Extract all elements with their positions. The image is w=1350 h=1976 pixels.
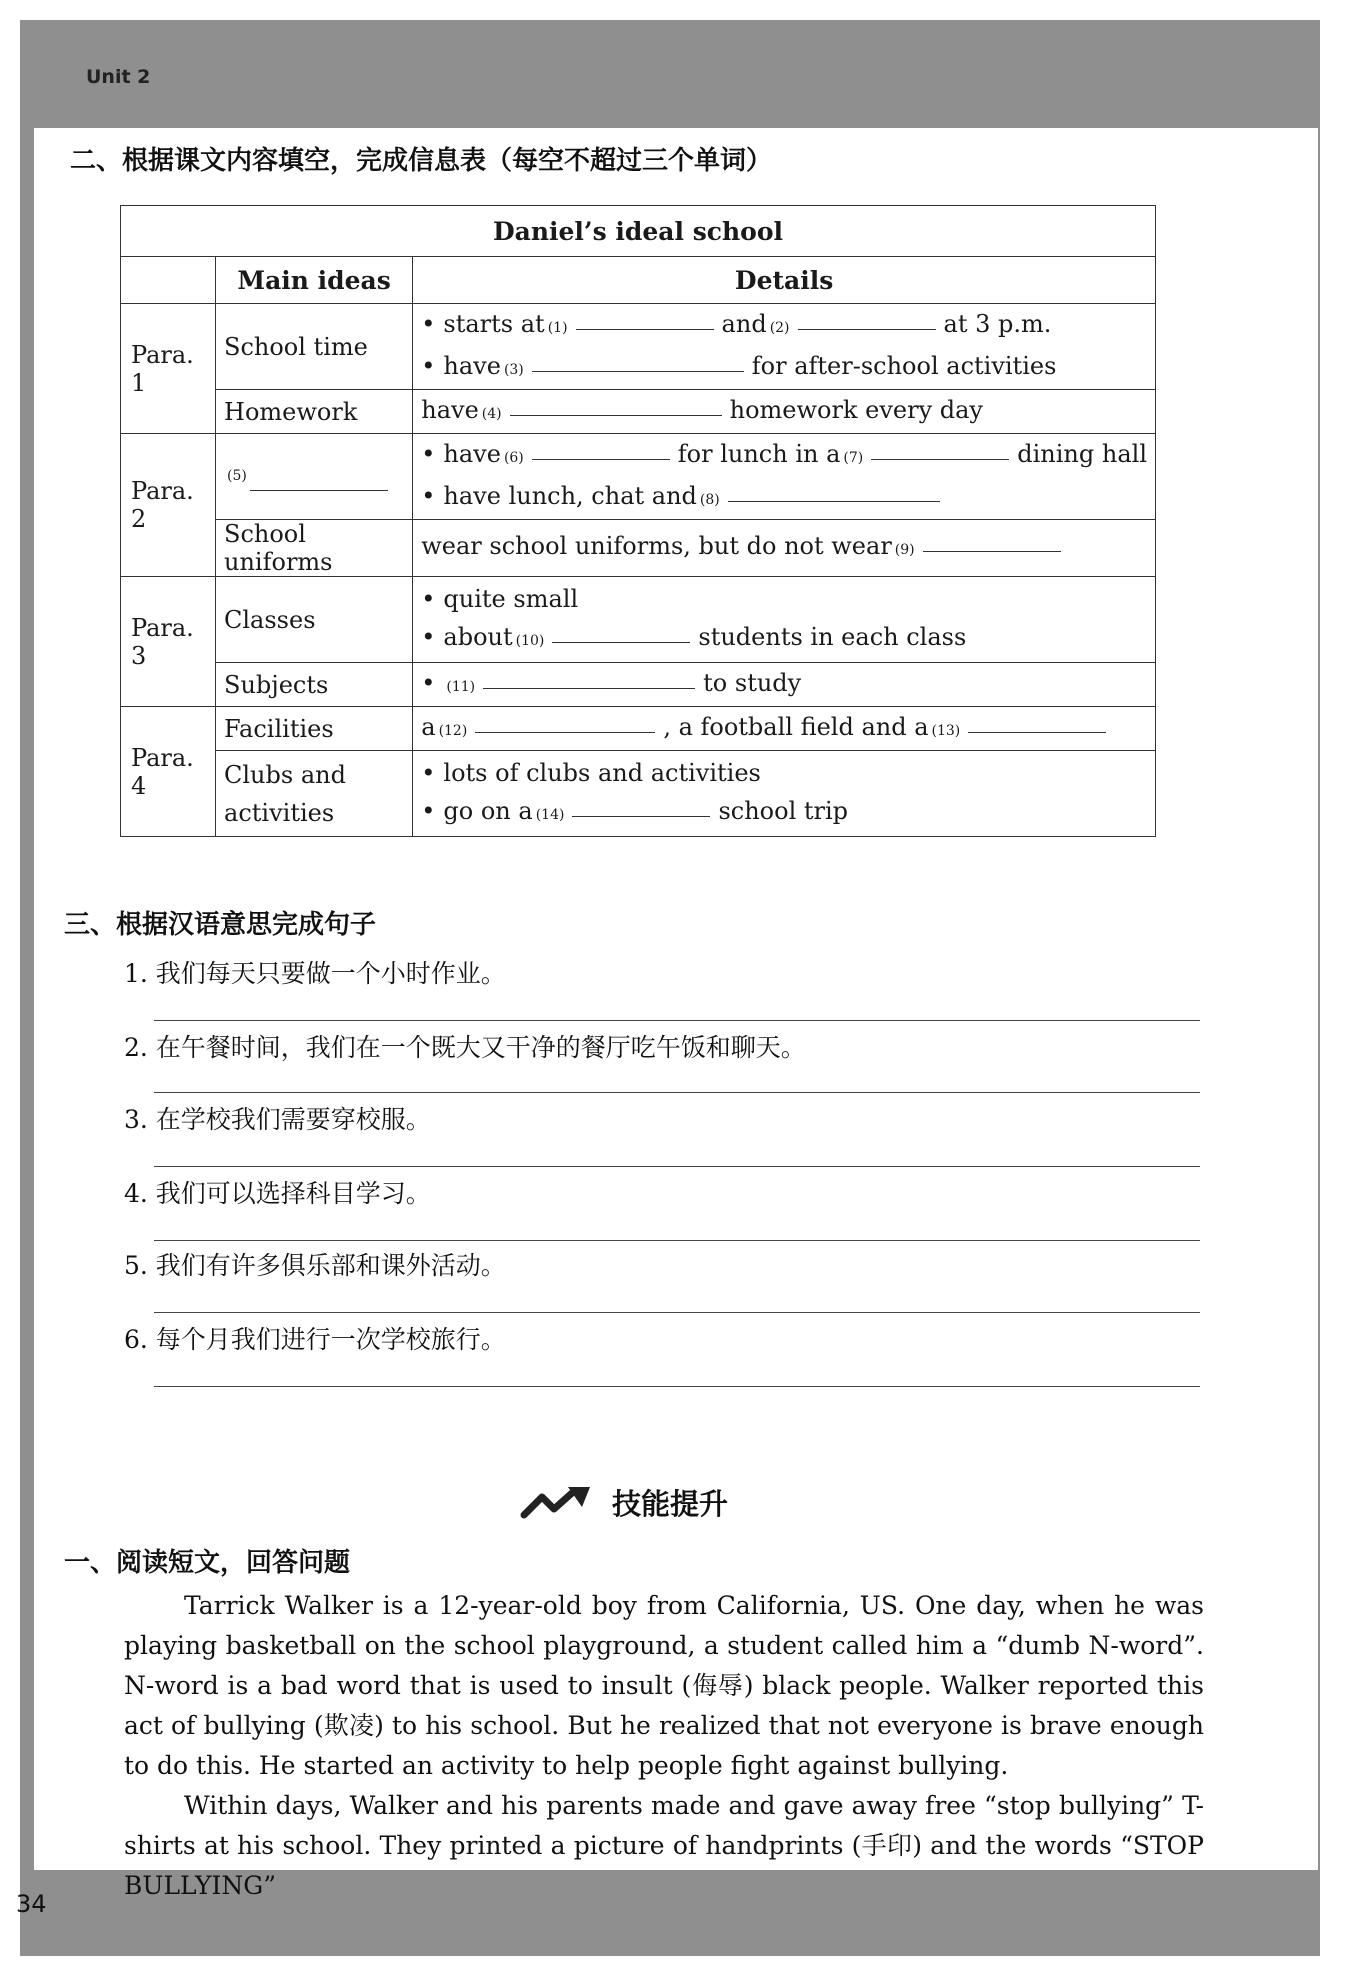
bullet: • (421, 481, 436, 510)
info-table (120, 205, 1156, 837)
table-title-row (121, 206, 1156, 257)
details-cell (413, 304, 1156, 390)
detail-text: and (721, 309, 767, 338)
table-row (121, 577, 1156, 663)
reading-passage (124, 1586, 1204, 1906)
detail-text: have (421, 395, 479, 424)
blank-number: (5) (227, 467, 247, 484)
detail-text: wear school uniforms, but do not wear (421, 532, 892, 560)
bullet: • (421, 439, 436, 468)
detail-text: starts at (443, 309, 545, 338)
blank-number: (12) (438, 722, 468, 739)
answer-blank[interactable] (871, 458, 1009, 460)
answer-blank[interactable] (552, 641, 690, 643)
detail-text: homework every day (729, 395, 983, 424)
details-cell (413, 707, 1156, 751)
detail-text: quite small (443, 584, 579, 613)
sentence-prompt-6: 6. 每个月我们进行一次学校旅行。 (124, 1325, 506, 1354)
sentence-prompt-4: 4. 我们可以选择科目学习。 (124, 1179, 431, 1208)
detail-text: activities (224, 798, 335, 827)
answer-blank[interactable] (532, 370, 744, 372)
para-label: Para. 1 (121, 304, 216, 434)
table-row (121, 390, 1156, 434)
main-idea-cell: Facilities (216, 707, 413, 751)
sentence-prompt-3: 3. 在学校我们需要穿校服。 (124, 1105, 431, 1134)
detail-text: , a football field and a (663, 712, 929, 741)
detail-text: school trip (718, 796, 849, 825)
table-row (121, 751, 1156, 837)
detail-text: for after-school activities (751, 351, 1057, 380)
detail-text: at 3 p.m. (943, 309, 1052, 338)
sentence-prompt-5: 5. 我们有许多俱乐部和课外活动。 (124, 1251, 506, 1280)
details-cell (413, 520, 1156, 577)
answer-blank[interactable] (923, 550, 1061, 552)
detail-text: have (443, 351, 501, 380)
blank-number: (14) (535, 806, 565, 823)
details-cell (413, 434, 1156, 520)
sentence-prompt-2: 2. 在午餐时间，我们在一个既大又干净的餐厅吃午饭和聊天。 (124, 1033, 806, 1062)
header-main-ideas: Main ideas (216, 257, 413, 304)
bullet: • (421, 309, 436, 338)
answer-blank[interactable] (532, 458, 670, 460)
detail-text: for lunch in a (677, 439, 841, 468)
bullet: • (421, 796, 436, 825)
answer-line-1[interactable] (154, 1020, 1200, 1021)
skills-banner (520, 1482, 728, 1523)
para-label: Para. 3 (121, 577, 216, 707)
blank-number: (2) (769, 319, 790, 336)
answer-blank[interactable] (510, 414, 722, 416)
table-title: Daniel’s ideal school (121, 206, 1156, 257)
main-idea-cell: School time (216, 304, 413, 390)
blank-number: (11) (446, 678, 476, 695)
answer-line-3[interactable] (154, 1166, 1200, 1167)
page-number: 34 (16, 1890, 47, 1918)
answer-line-6[interactable] (154, 1386, 1200, 1387)
detail-text: about (443, 622, 513, 651)
empty-header-cell (121, 257, 216, 304)
detail-text: lots of clubs and activities (443, 758, 761, 787)
blank-number: (13) (931, 722, 961, 739)
para-label: Para. 4 (121, 707, 216, 837)
table-row (121, 520, 1156, 577)
bullet: • (421, 584, 436, 613)
blank-number: (9) (894, 542, 915, 558)
skills-title: 技能提升 (612, 1487, 729, 1521)
bullet: • (421, 622, 436, 651)
answer-line-5[interactable] (154, 1312, 1200, 1313)
answer-blank[interactable] (728, 500, 940, 502)
table-row (121, 707, 1156, 751)
bullet: • (421, 668, 436, 697)
para-label: Para. 2 (121, 434, 216, 577)
details-cell (413, 577, 1156, 663)
main-idea-cell (216, 434, 413, 520)
answer-blank[interactable] (475, 731, 655, 733)
detail-text: to study (703, 668, 802, 697)
detail-text: students in each class (698, 622, 967, 651)
blank-number: (4) (481, 405, 502, 422)
blank-number: (3) (503, 361, 524, 378)
answer-blank[interactable] (250, 489, 388, 491)
details-cell (413, 751, 1156, 837)
paragraph: Within days, Walker and his parents made and gave away free “stop bullying” T-shirts at his school. They printed a picture of handprints (手印) and the words “STOP BULLYING” (124, 1791, 1204, 1900)
answer-blank[interactable] (576, 328, 714, 330)
detail-text: Clubs and (224, 760, 346, 789)
trend-up-icon (520, 1485, 598, 1521)
table-header-row (121, 257, 1156, 304)
detail-text: have lunch, chat and (443, 481, 697, 510)
main-idea-cell: Classes (216, 577, 413, 663)
section-heading-reading: 一、阅读短文，回答问题 (64, 1548, 351, 1578)
unit-label: Unit 2 (86, 66, 151, 88)
bullet: • (421, 758, 436, 787)
table-row (121, 304, 1156, 390)
header-details: Details (413, 257, 1156, 304)
blank-number: (8) (699, 491, 720, 508)
answer-blank[interactable] (968, 731, 1106, 733)
answer-blank[interactable] (572, 815, 710, 817)
detail-text: go on a (443, 796, 533, 825)
detail-text: dining hall (1017, 439, 1147, 468)
blank-number: (10) (515, 632, 545, 649)
answer-blank[interactable] (483, 687, 695, 689)
main-idea-cell (216, 751, 413, 837)
blank-number: (7) (843, 449, 864, 466)
sentence-prompt-1: 1. 我们每天只要做一个小时作业。 (124, 959, 506, 988)
answer-line-2[interactable] (154, 1092, 1200, 1093)
detail-text: have (443, 439, 501, 468)
answer-blank[interactable] (798, 328, 936, 330)
details-cell (413, 663, 1156, 707)
table-row (121, 663, 1156, 707)
blank-number: (1) (547, 319, 568, 336)
main-idea-cell: School uniforms (216, 520, 413, 577)
main-idea-cell: Subjects (216, 663, 413, 707)
details-cell (413, 390, 1156, 434)
detail-text: a (421, 712, 436, 741)
answer-line-4[interactable] (154, 1240, 1200, 1241)
section-heading-translate: 三、根据汉语意思完成句子 (64, 910, 377, 940)
paragraph: Tarrick Walker is a 12-year-old boy from California, US. One day, when he was playing basketball on the school playground, a student called him a “dumb N-word”. N-word is a bad word that is used to insult (侮辱) black people. Walker reported this act of bullying (欺凌) to his school. But he realized that not everyone is brave enough to do this. He started an activity to help people fight against bullying. (124, 1591, 1204, 1780)
main-idea-cell: Homework (216, 390, 413, 434)
bullet: • (421, 351, 436, 380)
table-row (121, 434, 1156, 520)
blank-number: (6) (503, 449, 524, 466)
section-heading-fill-table: 二、根据课文内容填空，完成信息表（每空不超过三个单词） (70, 146, 773, 176)
